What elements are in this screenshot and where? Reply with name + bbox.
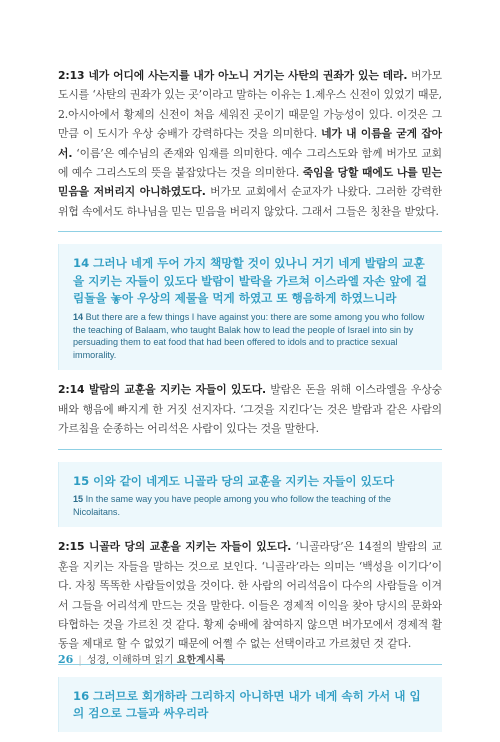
commentary-text: ‘이름’은 예수님의 존재와 임재를 의미한다. 예수 그리스도와 함께 버가모 교회에 예수 그리스도의 뜻을 붙잡았다는 것을 의미한다.: [58, 146, 442, 180]
verse-ref-heading: 2:15 니골라 당의 교훈을 지키는 자들이 있도다.: [58, 540, 292, 554]
page-body: [58, 66, 442, 742]
emphasis-text: 죽임을 당할 때에도 나를 믿는 믿음을 저버리지 아니하였도다.: [58, 166, 442, 199]
page-footer: [58, 651, 225, 666]
commentary-2-13: [58, 66, 442, 221]
verse-ref-heading: 2:14 발람의 교훈을 지키는 자들이 있도다.: [58, 383, 267, 397]
verse-box-14: [58, 244, 442, 370]
verse-korean: 16 그러므로 회개하라 그리하지 아니하면 내가 네게 속히 가서 내 입의 검으로 그들과 싸우리라: [73, 688, 421, 721]
commentary-text: 버가모 교회에서 순교자가 나왔다. 그러한 강력한 위협 속에서도 하나님을 믿는 믿음을 버리지 않았다. 그래서 그들은 칭찬을 받았다.: [58, 185, 443, 218]
commentary-text: ‘니골라당’은 14절의 발람의 교훈을 지키는 자들을 말하는 것으로 보인다. ‘니골라’라는 의미는 ‘백성을 이기다’이다. 자칭 똑똑한 사람들이었을 것이다. 한 사람의 어리석음이 다수의 사람들을 이겨서 그들을 어리석게 만드는 것을 말한다. 이들은 경제적 이익을 찾아 당시의 문화와 타협하는 것을 가르친 것 같다. 황제 숭배에 참여하지 않으면 버가모에서 경제적 활동을 제대로 할 수 없었기 때문에 어쩔 수 없는 선택이라고 가르쳤던 것 같다.: [58, 540, 442, 651]
book-title: 요한계시록: [176, 655, 225, 666]
section-divider: [58, 231, 442, 232]
verse-box-15: [58, 462, 442, 528]
verse-korean: 15 이와 같이 네게도 니골라 당의 교훈을 지키는 자들이 있도다: [73, 473, 395, 488]
commentary-text: 버가모 도시를 ‘사탄의 권좌가 있는 곳’이라고 말하는 이유는 1.제우스 신전이 있었기 때문, 2.아시아에서 황제의 신전이 처음 세워진 곳이기 때문일 가능성이 있다. 이것은 그만큼 이 도시가 우상 숭배가 강력하다는 것을 의미한다.: [58, 69, 442, 141]
commentary-text: 발람은 돈을 위해 이스라엘을 우상숭배와 행음에 빠지게 한 거짓 선지자다. ‘그것을 지킨다’는 것은 발람과 같은 사람의 가르침을 순종하는 어리석은 사람이 있다는 것을 말한다.: [58, 383, 442, 436]
verse-ref-heading: 2:13 네가 어디에 사는지를 내가 아노니 거기는 사탄의 권좌가 있는 데라.: [58, 69, 408, 82]
verse-number: 14: [73, 312, 84, 323]
verse-english: [73, 493, 428, 518]
footer-separator: |: [78, 655, 82, 666]
emphasis-text: 네가 내 이름을 굳게 잡아서.: [58, 127, 442, 160]
verse-english-text: But there are a few things I have against you: there are some among you who follow the teaching of Balaam, who taught Balak how to lead the people of Israel into sin by persuading them to eat food that had been offered to idols and to practice sexual immorality.: [73, 312, 425, 360]
verse-english-text: In the same way you have people among you who follow the teaching of the Nicolaitans.: [73, 494, 391, 517]
section-divider: [58, 449, 442, 450]
series-title: 성경, 이해하며 읽기: [86, 655, 177, 666]
verse-korean: 14 그러나 네게 두어 가지 책망할 것이 있나니 거기 네게 발람의 교훈을 지키는 자들이 있도다 발람이 발락을 가르쳐 이스라엘 자손 앞에 걸림돌을 놓아 우상의 제물을 먹게 하였고 또 행음하게 하였느니라: [73, 256, 427, 306]
verse-box-16: [58, 677, 442, 732]
commentary-2-15: [58, 537, 442, 653]
verse-number: 15: [73, 494, 84, 505]
commentary-2-14: [58, 380, 442, 438]
verse-english: [73, 311, 428, 361]
page-number: 26: [58, 653, 74, 666]
